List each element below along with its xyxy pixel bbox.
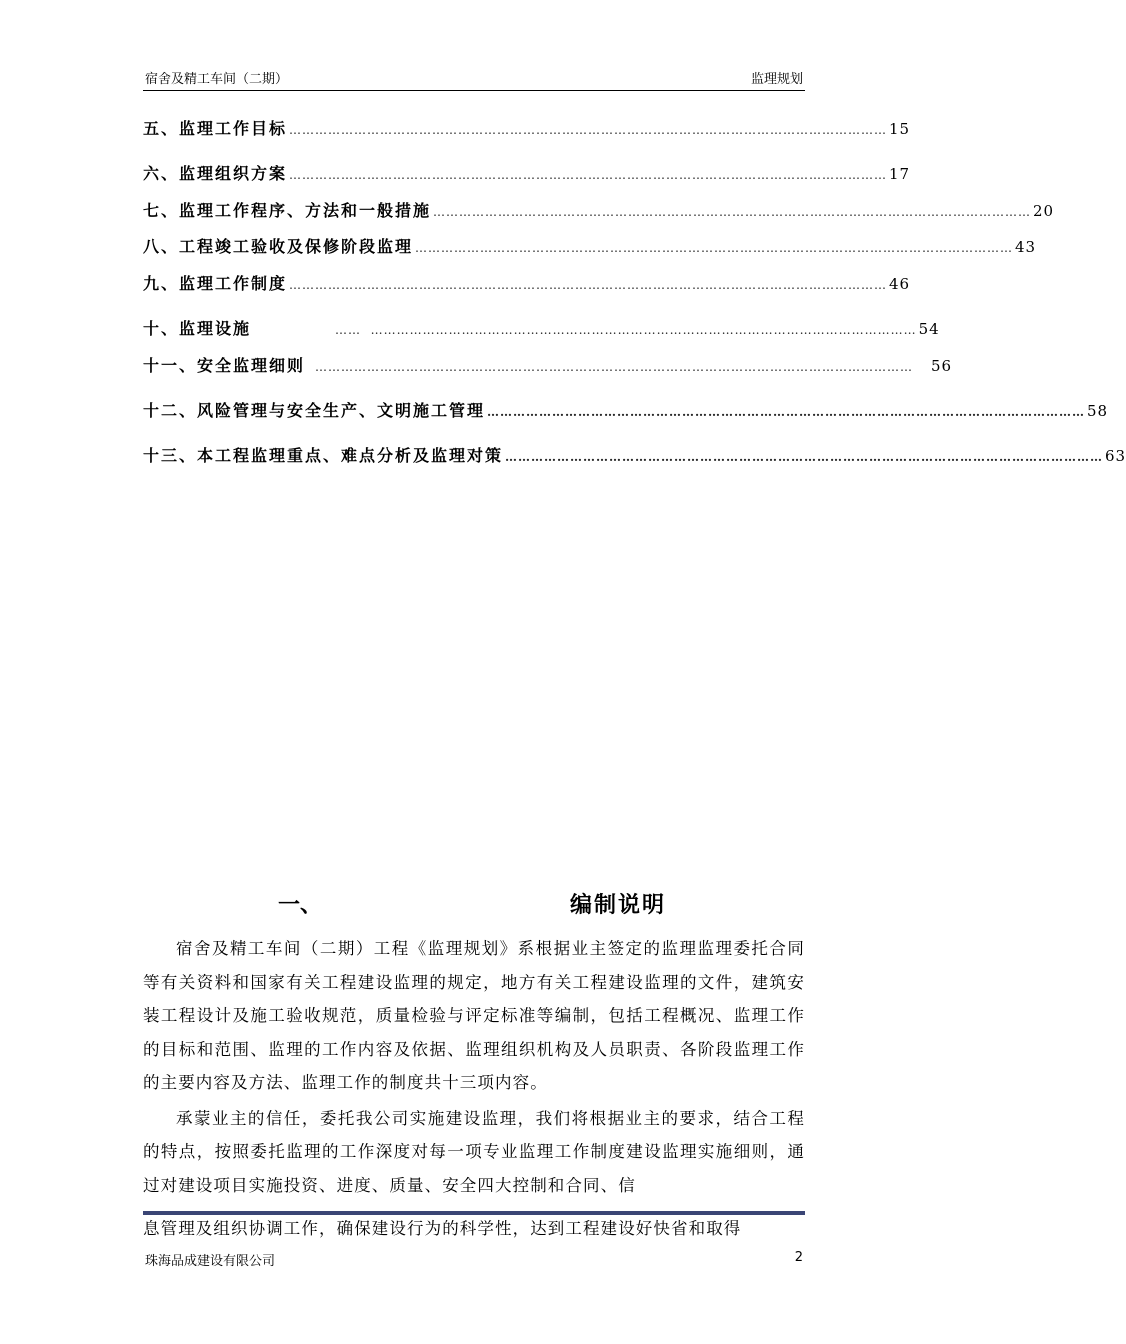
- toc-entry[interactable]: [143, 443, 1126, 467]
- header-document-type: 监理规划: [750, 72, 803, 87]
- toc-entry[interactable]: [143, 161, 911, 185]
- toc-entry-title: 八、工程竣工验收及保修阶段监理: [143, 237, 414, 256]
- toc-entry[interactable]: [143, 316, 940, 340]
- toc-dot-leader: …………………………………………………………………………………………………………………………: [289, 168, 888, 182]
- toc-entry-title: 十二、风险管理与安全生产、文明施工管理: [143, 401, 486, 420]
- toc-entry-page: 58: [1087, 402, 1109, 420]
- toc-entry[interactable]: [143, 271, 911, 295]
- page-header: [143, 68, 805, 91]
- body-paragraph: 承蒙业主的信任，委托我公司实施建设监理，我们将根据业主的要求，结合工程的特点，按照委托监理的工作深度对每一项专业监理工作制度建设监理实施细则，通过对建设项目实施投资、进度、质量、安全四大控制和合同、信: [143, 1108, 805, 1195]
- body-paragraph: 宿舍及精工车间（二期）工程《监理规划》系根据业主签定的监理监理委托合同等有关资料和国家有关工程建设监理的规定，地方有关工程建设监理的文件，建筑安装工程设计及施工验收规范，质量检验与评定标准等编制，包括工程概况、监理工作的目标和范围、监理的工作内容及依据、监理组织机构及人员职责、各阶段监理工作的主要内容及方法、监理工作的制度共十三项内容。: [143, 939, 805, 1092]
- footer-company-name: 珠海品成建设有限公司: [145, 1254, 276, 1269]
- toc-entry[interactable]: [143, 116, 911, 140]
- toc-dot-leader: …………………………………………………………………………………………………………………………: [289, 278, 888, 292]
- toc-entry-title: 六、监理组织方案: [143, 164, 288, 183]
- body-continuation-line: 息管理及组织协调工作，确保建设行为的科学性，达到工程建设好快省和取得: [143, 1219, 742, 1238]
- section-title: 编制说明: [570, 892, 667, 918]
- toc-entry-title: 十一、安全监理细则: [143, 356, 306, 375]
- toc-entry[interactable]: [143, 398, 1109, 422]
- toc-entry[interactable]: [143, 353, 953, 377]
- footer-page-number: 2: [794, 1250, 803, 1265]
- footer-divider: [143, 1211, 805, 1215]
- toc-dot-leader: …………………………………………………………………………………………………………………………: [487, 405, 1086, 419]
- toc-entry-page: 46: [889, 275, 911, 293]
- toc-dot-leader: …………………………………………………………………………………………………………………………: [505, 450, 1104, 464]
- section-number: 一、: [278, 892, 323, 918]
- toc-entry-title: 十、监理设施: [143, 319, 252, 338]
- toc-dot-leader: …………………………………………………………………………………………………………………………: [315, 360, 914, 374]
- toc-entry-page: 56: [931, 357, 953, 375]
- toc-dot-leader: …………………………………………………………………………………………………………………………: [433, 205, 1032, 219]
- toc-dot-leader: …… ………………………………………………………………………………………………………………: [335, 323, 917, 337]
- toc-entry-page: 43: [1015, 238, 1037, 256]
- toc-dot-leader: …………………………………………………………………………………………………………………………: [289, 123, 888, 137]
- toc-entry[interactable]: [143, 198, 1055, 222]
- toc-entry-title: 五、监理工作目标: [143, 119, 288, 138]
- section-body: [143, 932, 805, 1202]
- toc-entry-page: 54: [918, 320, 940, 338]
- toc-entry-title: 十三、本工程监理重点、难点分析及监理对策: [143, 446, 504, 465]
- toc-entry-page: 63: [1105, 447, 1126, 465]
- section-heading: [143, 888, 805, 924]
- toc-entry-title: 九、监理工作制度: [143, 274, 288, 293]
- toc-entry-page: 15: [889, 120, 911, 138]
- header-project-name: 宿舍及精工车间（二期）: [145, 72, 289, 87]
- toc-entry[interactable]: [143, 234, 1037, 258]
- page-footer: [143, 1250, 805, 1270]
- toc-entry-page: 20: [1033, 202, 1055, 220]
- toc-entry-page: 17: [889, 165, 911, 183]
- toc-entry-title: 七、监理工作程序、方法和一般措施: [143, 201, 432, 220]
- toc-dot-leader: …………………………………………………………………………………………………………………………: [415, 241, 1014, 255]
